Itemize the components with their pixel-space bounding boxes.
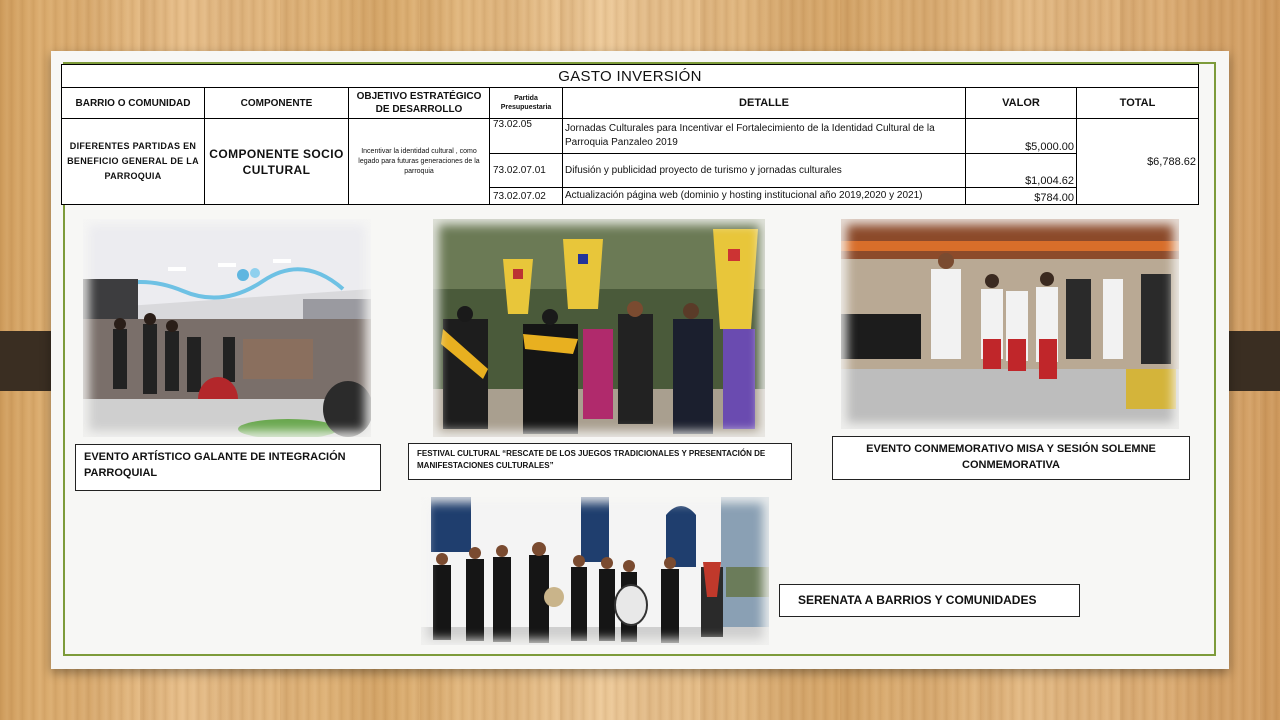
- header-componente: COMPONENTE: [205, 88, 349, 119]
- cell-detalle: Jornadas Culturales para Incentivar el Fortalecimiento de la Identidad Cultural de la Parroquia Panzaleo 2019: [563, 119, 966, 154]
- photo-artistic-event-image: [83, 219, 371, 437]
- header-objetivo: OBJETIVO ESTRATÉGICO DE DESARROLLO: [349, 88, 490, 119]
- caption-serenade-text: SERENATA A BARRIOS Y COMUNIDADES: [798, 593, 1037, 607]
- cell-barrio: DIFERENTES PARTIDAS EN BENEFICIO GENERAL DE LA PARROQUIA: [62, 119, 205, 205]
- photo-festival-image: [433, 219, 765, 437]
- left-decor-bar: [0, 331, 52, 391]
- header-detalle: DETALLE: [563, 88, 966, 119]
- photo-artistic-event: [83, 219, 371, 437]
- cell-valor: $5,000.00: [966, 119, 1077, 154]
- slide: [51, 51, 1229, 669]
- caption-festival-text: FESTIVAL CULTURAL “RESCATE DE LOS JUEGOS TRADICIONALES Y PRESENTACIÓN DE MANIFESTACIONES CULTURALES”: [417, 449, 766, 470]
- photo-festival: [433, 219, 765, 437]
- cell-valor: $1,004.62: [966, 154, 1077, 188]
- table-row: [62, 119, 1199, 154]
- cell-valor: $784.00: [966, 188, 1077, 205]
- right-decor-bar: [1228, 331, 1280, 391]
- photo-commemorative-mass: [841, 219, 1179, 429]
- photo-serenade-image: [421, 497, 769, 645]
- cell-total: $6,788.62: [1077, 119, 1199, 205]
- header-total: TOTAL: [1077, 88, 1199, 119]
- cell-componente: COMPONENTE SOCIO CULTURAL: [205, 119, 349, 205]
- caption-artistic-event-text: EVENTO ARTÍSTICO GALANTE DE INTEGRACIÓN PARROQUIAL: [84, 451, 346, 479]
- investment-table: [61, 64, 1199, 205]
- cell-detalle: Actualización página web (dominio y hosting institucional año 2019,2020 y 2021): [563, 188, 966, 205]
- caption-serenade: [779, 584, 1080, 617]
- header-valor: VALOR: [966, 88, 1077, 119]
- photo-commemorative-mass-image: [841, 219, 1179, 429]
- table-header-row: [62, 88, 1199, 119]
- header-partida: Partida Presupuestaria: [490, 88, 563, 119]
- cell-partida: 73.02.07.02: [490, 188, 563, 205]
- caption-commemorative-text: EVENTO CONMEMORATIVO MISA Y SESIÓN SOLEMNE CONMEMORATIVA: [866, 443, 1156, 471]
- cell-partida: 73.02.07.01: [490, 154, 563, 188]
- table-title: GASTO INVERSIÓN: [62, 65, 1199, 88]
- cell-partida: 73.02.05: [490, 119, 563, 154]
- caption-festival: [408, 443, 792, 480]
- cell-detalle: Difusión y publicidad proyecto de turismo y jornadas culturales: [563, 154, 966, 188]
- cell-objetivo: Incentivar la identidad cultural , como legado para futuras generaciones de la parroquia: [349, 119, 490, 205]
- caption-artistic-event: [75, 444, 381, 491]
- caption-commemorative: [832, 436, 1190, 480]
- header-barrio: BARRIO O COMUNIDAD: [62, 88, 205, 119]
- photo-serenade: [421, 497, 769, 645]
